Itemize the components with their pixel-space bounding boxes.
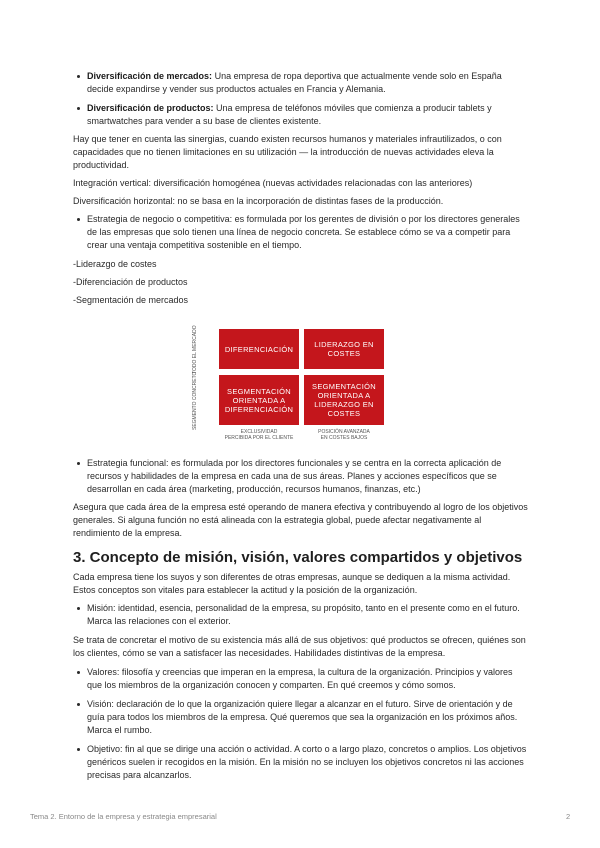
list-item-text: Una empresa de ropa deportiva que actualmente vende solo en España decide expandirse y vender sus productos actuales en Francia y Alemania. (87, 71, 502, 94)
term-mercados: Diversificación de mercados: (87, 71, 213, 81)
concept-list (73, 666, 529, 782)
term-productos: Diversificación de productos: (87, 103, 214, 113)
quadrant-segmentacion-liderazgo: SEGMENTACIÓN ORIENTADA A LIDERAZGO EN COSTES (304, 375, 384, 425)
list-item: Estrategia funcional: es formulada por los directores funcionales y se centra en la correcta aplicación de recursos y habilidades de la empresa en cada una de sus áreas. Planes y acciones específicos que se desarrollan en cada área (marketing, producción, recursos humanos, finanzas, etc.) (73, 457, 529, 496)
strategy-list (73, 457, 529, 496)
quadrant-diferenciacion: DIFERENCIACIÓN (219, 329, 299, 369)
paragraph-horizontal: Diversificación horizontal: no se basa en la incorporación de distintas fases de la producción. (73, 196, 444, 206)
list-item: Valores: filosofía y creencias que imperan en la empresa, la cultura de la organización. Principios y valores que los miembros de la organización conocen y comparten. En qué creemos y cómo somos. (73, 666, 529, 692)
page-number: 2 (566, 812, 571, 821)
dash-item: -Diferenciación de productos (73, 277, 188, 287)
list-item (73, 70, 529, 96)
paragraph-vertical: Integración vertical: diversificación homogénea (nuevas actividades relacionadas con las anteriores) (73, 178, 473, 188)
quadrant-segmentacion-diferenciacion: SEGMENTACIÓN ORIENTADA A DIFERENCIACIÓN (219, 375, 299, 425)
quadrant-liderazgo-costes: LIDERAZGO EN COSTES (304, 329, 384, 369)
paragraph-cada-empresa: Cada empresa tiene los suyos y son diferentes de otras empresas, aunque se dediquen a la misma actividad. Estos conceptos son vitales para establecer la actitud y la posición de la organización. (73, 572, 511, 595)
list-item: Misión: identidad, esencia, personalidad de la empresa, su propósito, tanto en el presente como en el futuro. Marca las relaciones con el exterior. (73, 602, 529, 628)
paragraph-sinergias: Hay que tener en cuenta las sinergias, cuando existen recursos humanos y materiales infrautilizados, o con capacidades que no tienen limitaciones en su utilización — la introducción de nuevas actividades eleva la productividad. (73, 134, 502, 170)
column-label: EXCLUSIVIDAD PERCIBIDA POR EL CLIENTE (224, 429, 294, 441)
list-item: Visión: declaración de lo que la organización quiere llegar a alcanzar en el futuro. Sirve de orientación y de guía para todos los miembros de la empresa. Qué queremos que sea la organización en los próximos años. Marca el rumbo. (73, 698, 529, 737)
concept-list (73, 602, 529, 628)
dash-item: -Liderazgo de costes (73, 259, 157, 269)
dash-item: -Segmentación de mercados (73, 295, 189, 305)
row-label: TODO EL MERCADO (192, 325, 198, 374)
list-item: Objetivo: fin al que se dirige una acción o actividad. A corto o a largo plazo, concretos o amplios. Los objetivos genéricos suelen ir recogidos en la misión. En la misión no se incluyen los objetivos concretos ni las acciones precisas para alcanzarlos. (73, 743, 529, 782)
footer-title: Tema 2. Entorno de la empresa y estrategia empresarial (30, 812, 217, 821)
diversification-list (73, 70, 529, 128)
strategy-matrix-figure (73, 325, 529, 449)
list-item: Estrategia de negocio o competitiva: es formulada por los gerentes de división o por los directores generales de las empresas que solo tienen una línea de negocio concreta. Se establece cómo se va a competir para crear una ventaja competitiva sostenible en el tiempo. (73, 213, 529, 252)
paragraph-asegura: Asegura que cada área de la empresa esté operando de manera efectiva y contribuyendo al logro de los objetivos generales. Si alguna función no está alineada con la estrategia global, puede afectar negativamente al rendimiento de la empresa. (73, 502, 528, 538)
column-label: POSICIÓN AVANZADA EN COSTES BAJOS (318, 429, 370, 441)
strategy-list (73, 213, 529, 252)
section-heading: 3. Concepto de misión, visión, valores compartidos y objetivos (73, 549, 523, 566)
list-item (73, 102, 529, 128)
list-item-text: Una empresa de teléfonos móviles que comienza a producir tablets y smartwatches para vender a su base de clientes existente. (87, 103, 492, 126)
paragraph-concretar: Se trata de concretar el motivo de su existencia más allá de sus objetivos: qué productos se ofrecen, quiénes son los clientes, cómo se van a satisfacer las necesidades. Habilidades distintivas de la empresa. (73, 635, 526, 658)
document-body (73, 70, 529, 782)
row-label: SEGMENTO CONCRETO (192, 371, 198, 430)
